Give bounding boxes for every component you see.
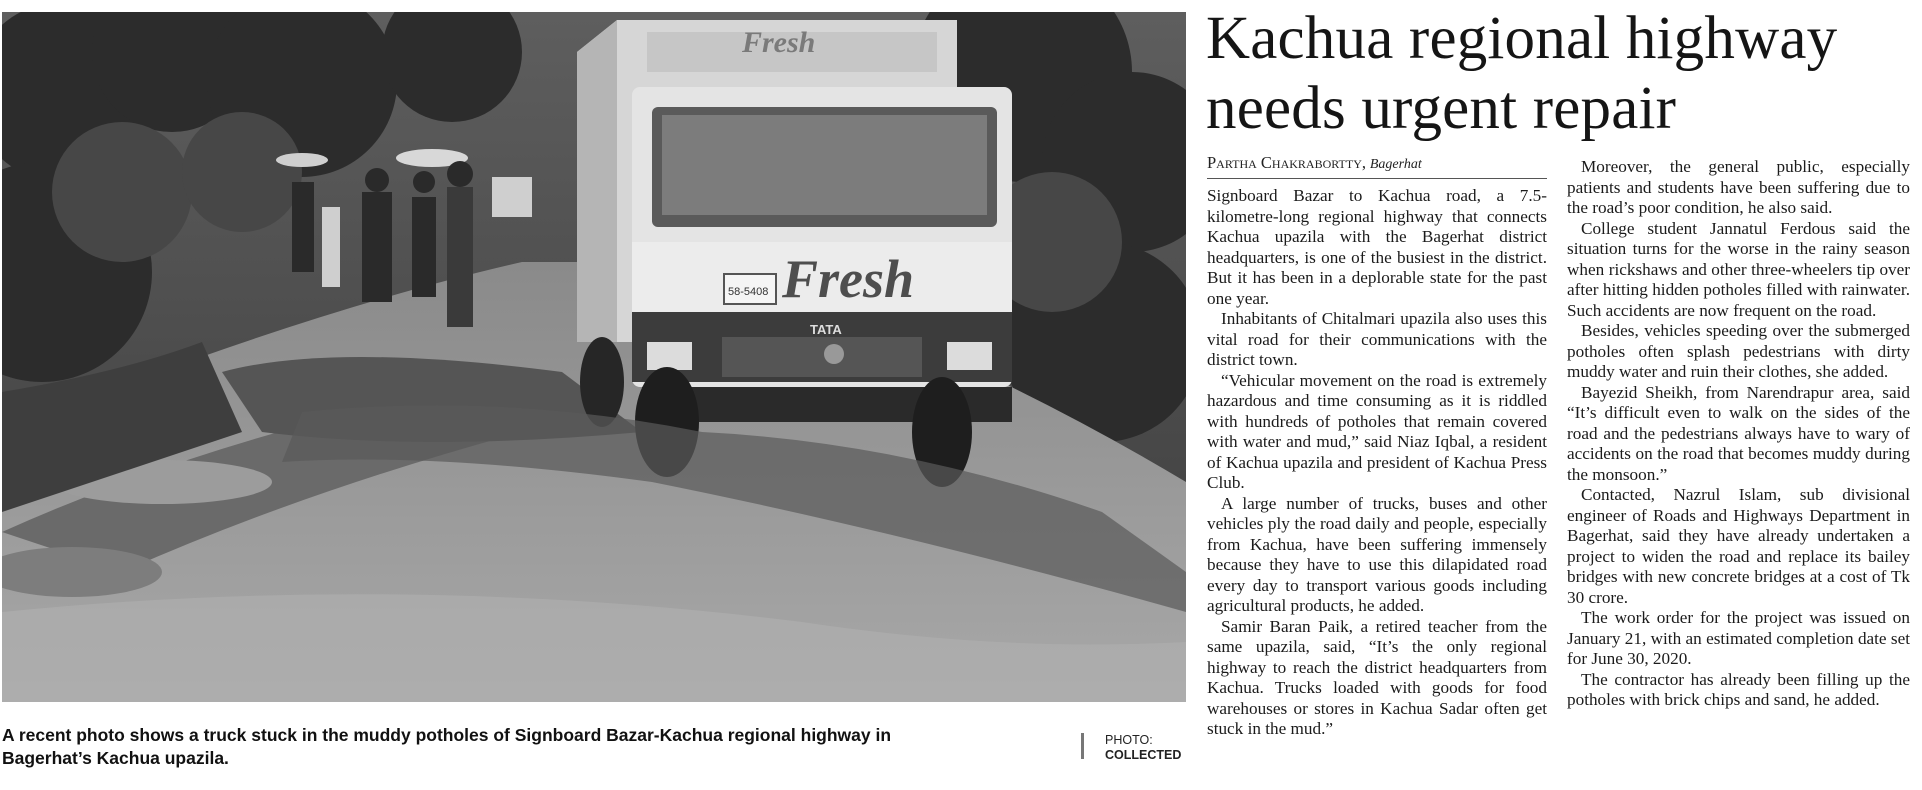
byline [1207,153,1547,175]
byline-location: Bagerhat [1369,157,1422,172]
byline-rule [1207,178,1547,179]
svg-text:TATA: TATA [810,322,842,337]
paragraph: Signboard Bazar to Kachua road, a 7.5-kilometre-long regional highway that connects Kachua upazila with the Bagerhat district headquarters, is one of the busiest in the district. But it has been in a deplorable state for the past one year. [1207,186,1547,308]
headline: Kachua regional highway needs urgent repair [1206,5,1838,142]
svg-text:Fresh: Fresh [782,249,915,309]
paragraph: Besides, vehicles speeding over the submerged potholes often splash pedestrians with dirty muddy water and ruin their clothes, she added. [1567,321,1910,381]
paragraph: The work order for the project was issued on January 21, with an estimated completion date set for June 30, 2020. [1567,608,1910,668]
credit-divider [1081,733,1084,759]
paragraph: Bayezid Sheikh, from Narendrapur area, said “It’s difficult even to walk on the sides of the road and the pedestrians always have to wary of accidents on the road that becomes muddy during the monsoon.” [1567,382,1910,484]
credit-label: PHOTO: [1105,733,1153,747]
paragraph: Contacted, Nazrul Islam, sub divisional engineer of Roads and Highways Department in Bagerhat, said they have already undertaken a project to widen the road and replace its bailey bridges with new concrete bridges at a cost of Tk 30 crore. [1567,485,1910,607]
byline-author: Partha Chakrabortty, [1207,153,1366,172]
truck [577,20,1012,487]
photo-credit [1105,733,1195,763]
paragraph: A large number of trucks, buses and other vehicles ply the road daily and people, especially from Kachua, have been suffering immensely because they have to use this dilapidated road every day to transport various goods including agricultural products, he added. [1207,493,1547,615]
svg-text:Fresh: Fresh [742,26,816,59]
photo-caption: A recent photo shows a truck stuck in the muddy potholes of Signboard Bazar-Kachua regional highway in Bagerhat’s Kachua upazila. [2,725,892,768]
paragraph: Inhabitants of Chitalmari upazila also uses this vital road for their communications with the district town. [1207,309,1547,369]
news-photo [2,12,1186,702]
svg-text:58-5408: 58-5408 [728,286,769,298]
paragraph: Samir Baran Paik, a retired teacher from the same upazila, said, “It’s the only regional highway to reach the district headquarters from Kachua. Trucks loaded with goods for food warehouses or stores in Kachua Sadar often get stuck in the mud.” [1207,616,1547,738]
article-column-1 [1207,186,1547,740]
paragraph: “Vehicular movement on the road is extremely hazardous and time consuming as it is riddled with hundreds of potholes that remain covered with water and mud,” said Niaz Iqbal, a resident of Kachua upazila and president of Kachua Press Club. [1207,370,1547,492]
article-column-2 [1567,157,1910,711]
paragraph: The contractor has already been filling up the potholes with brick chips and sand, he added. [1567,669,1910,709]
paragraph: Moreover, the general public, especially patients and students have been suffering due to the road’s poor condition, he also said. [1567,157,1910,217]
truck-in-mud-photo [2,12,1186,702]
credit-source: COLLECTED [1105,748,1182,762]
paragraph: College student Jannatul Ferdous said the situation turns for the worse in the rainy season when rickshaws and other three-wheelers tip over after hitting hidden potholes filled with rainwater. Such accidents are now frequent on the road. [1567,218,1910,320]
